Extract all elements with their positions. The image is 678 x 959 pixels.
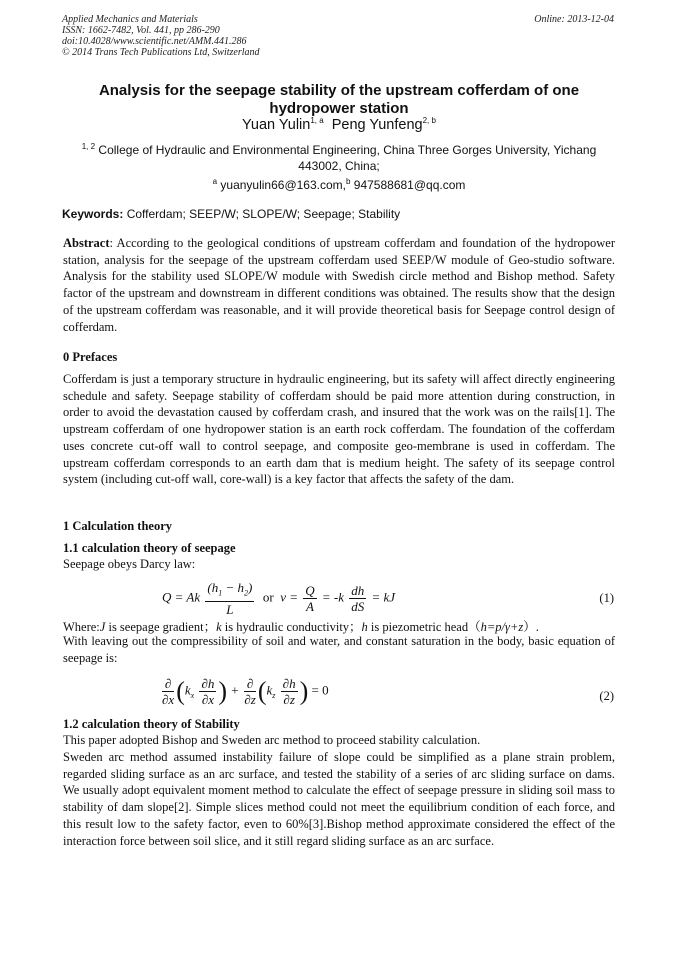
equation-darcy: Q = Ak $\frac{(h_1 - h_2)}{L}$ or v = $\frac{Q}{A}$ = -k $\frac{dh}{dS}$ = kJ <box>162 580 396 617</box>
abstract-label: Abstract <box>63 236 110 250</box>
prefaces-text: Cofferdam is just a temporary structure in hydraulic engineering, but its safety will affect directly engineering schedule and safety. Seepage stability of cofferdam should be paid more attention during construction, in order to avoid the devastation caused by cofferdam crash, and insured that the work was on the rails[1]. The upstream cofferdam of one hydropower station is an earth rock cofferdam. The foundation of the cofferdam uses concrete cut-off wall to control seepage, and composite geo-membrane is used in cofferdam. The upstream cofferdam corresponds to an earth dam that is medium height. The safety of its seepage control system (including cut-off wall, core-wall) is a key factor that affects the safety of the dam. <box>63 372 615 487</box>
where-text: ）. <box>523 620 539 634</box>
stability-text: Sweden arc method assumed instability failure of slope could be simplified as a plane strain problem, regarded sliding surface as an arc surface, and tested the stability of a series of arc sliding surface on dams. We usually adopt equivalent moment method to calculate the effect of seepage pressure in sliding soil mass to stability of dam slope[2]. Simple slices method could not meet the equilibrium condition of each force, and this result low to the safety factor, even to 60%[3].Bishop method approximate considered the effect of the interaction force between soil slice, and it still regard sliding surface as an arc surface. <box>63 750 615 848</box>
email-marker: a <box>212 177 218 186</box>
issn-line: ISSN: 1662-7482, Vol. 441, pp 286-290 <box>62 25 220 36</box>
affiliation-marker: 1, 2 <box>81 142 96 151</box>
author-name: Yuan Yulin <box>242 117 311 133</box>
where-text: is hydraulic conductivity； <box>221 620 362 634</box>
abstract <box>63 235 615 335</box>
email-line <box>0 178 678 192</box>
head-formula: h=p/γ+z <box>480 620 524 634</box>
online-date: Online: 2013-12-04 <box>534 14 614 25</box>
symbol-k: k <box>216 620 222 634</box>
author-affiliation-marker: 2, b <box>422 116 436 126</box>
fraction: $\frac{\partial h}{\partial z}$ <box>282 676 296 707</box>
section-heading-calculation: 1 Calculation theory <box>63 519 173 533</box>
author-name: Peng Yunfeng <box>331 117 423 133</box>
where-text: is seepage gradient； <box>105 620 217 634</box>
journal-header <box>62 14 260 58</box>
keywords-text: Cofferdam; SEEP/W; SLOPE/W; Seepage; Stability <box>126 207 401 221</box>
journal-name: Applied Mechanics and Materials <box>62 14 198 25</box>
equation-seepage: $\frac{\partial}{\partial x}$ ($k_x$ $\frac{\partial h}{\partial x}$ ) + $\frac{\partial}{\partial z}$ ($k_z$ $\frac{\partial h}{\partial z}$ ) = 0 <box>162 676 329 707</box>
fraction: $\frac{(h_1 - h_2)}{L}$ <box>207 580 253 617</box>
email-marker: b <box>345 177 351 186</box>
darcy-line: Seepage obeys Darcy law: <box>63 557 196 571</box>
paper-title: Analysis for the seepage stability of the upstream cofferdam of one hydropower station <box>98 82 580 117</box>
equation-number: (2) <box>599 689 614 703</box>
keywords <box>62 207 400 221</box>
stability-intro: This paper adopted Bishop and Sweden arc method to proceed stability calculation. <box>63 733 481 747</box>
doi-line: doi:10.4028/www.scientific.net/AMM.441.286 <box>62 36 247 47</box>
author-line <box>0 117 678 133</box>
where-prefix: Where: <box>63 620 100 634</box>
equation-number: (1) <box>599 591 614 605</box>
basic-equation-intro: With leaving out the compressibility of soil and water, and constant saturation in the body, basic equation of seepage is: <box>63 634 615 665</box>
fraction: $\frac{dh}{dS}$ <box>351 582 365 614</box>
fraction: $\frac{\partial}{\partial z}$ <box>244 676 256 707</box>
email-b[interactable]: 947588681@qq.com <box>353 178 466 192</box>
email-a[interactable]: yuanyulin66@163.com, <box>220 178 346 192</box>
subsection-heading-seepage: 1.1 calculation theory of seepage <box>63 541 236 555</box>
abstract-text: : According to the geological conditions of upstream cofferdam and foundation of the hydropower station, analysis for the seepage of the upstream cofferdam used SEEP/W module of Geo-studio software. Analysis for the stability used SLOPE/W module with Swedish circle method and Bishop method. Safety factor of the upstream and downstream in different conditions was obtained. The results show that the design of the upstream cofferdam was reasonable, and it will provide theoretical basis for Seepage control design of cofferdam. <box>63 236 615 334</box>
copyright-line: © 2014 Trans Tech Publications Ltd, Switzerland <box>62 47 260 58</box>
fraction: $\frac{\partial h}{\partial x}$ <box>201 676 215 707</box>
fraction: $\frac{Q}{A}$ <box>305 582 315 614</box>
section-heading-prefaces: 0 Prefaces <box>63 350 118 364</box>
affiliation <box>66 142 612 174</box>
author-affiliation-marker: 1, a <box>310 116 324 126</box>
keywords-label: Keywords: <box>62 207 124 221</box>
affiliation-text: College of Hydraulic and Environmental Engineering, China Three Gorges University, Yichang 443002, China; <box>98 143 597 173</box>
where-text: is piezometric head（ <box>367 620 481 634</box>
symbol-j: J <box>99 620 106 634</box>
symbol-h: h <box>361 620 368 634</box>
fraction: $\frac{\partial}{\partial x}$ <box>162 676 175 707</box>
subsection-heading-stability: 1.2 calculation theory of Stability <box>63 717 240 731</box>
